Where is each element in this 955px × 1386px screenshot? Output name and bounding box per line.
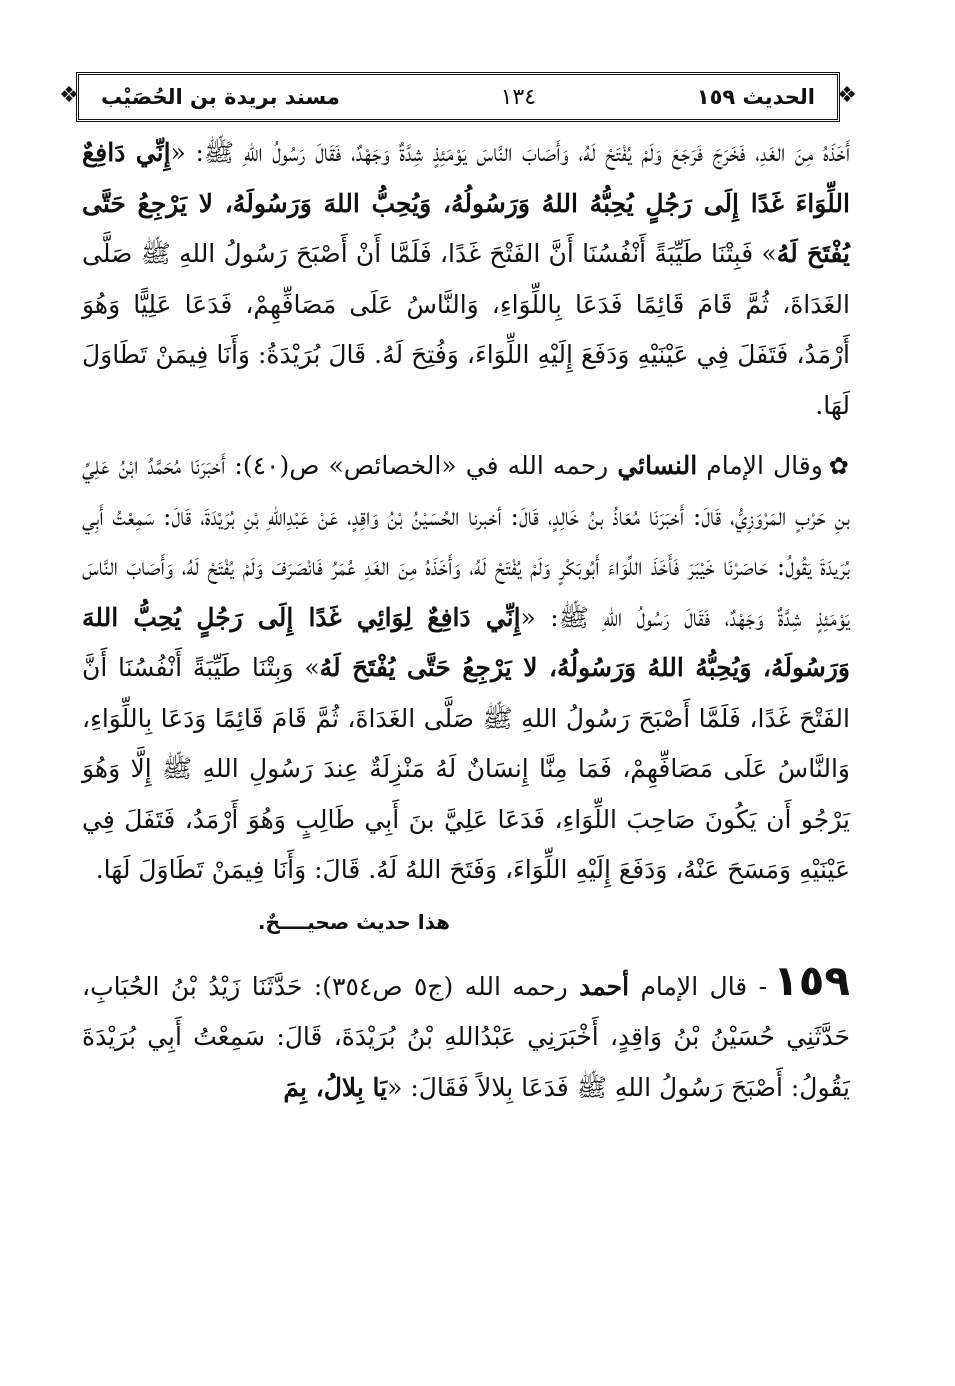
p2-quote: إِنِّي دَافِعٌ لِوَائِي غَدًا إِلَى رَجُلٍ يُحِبُّ اللهَ وَرَسُولَهُ، وَيُحِبُّهُ اللهُ وَرَسُولُهُ، لا يَرْجِعُ حَتَّى يُفْتَحَ لَهُ — [82, 602, 850, 682]
verdict-text: هذا حديث صحيــــحٌ. — [257, 909, 450, 934]
flower-icon: ✿ — [828, 452, 851, 480]
running-header — [59, 72, 857, 122]
p3-intro: - قال الإمام — [629, 971, 768, 1001]
p2-text: رحمه الله في «الخصائص» ص(٤٠): أَخبَرَنَا مُحَمَّدُ ابْنُ عَلِيِّ بنِ حَرْبٍ المَرْوَزِيُّ، قَالَ: أَخبَرَنَا مُعَاذُ بنُ خَالِدٍ، قَالَ: أخبرنا الحُسَيْنُ بْنُ وَاقِدٍ، عَنْ عَبْدِاللهِ بْنِ بُرَيْدَةَ، قَالَ: سَمِعْتُ أَبِي بُرَيدَةَ يَقُولُ: حَاصَرْنَا خَيْبَرَ فَأَخَذَ اللِّوَاءَ أَبُوبَكْرٍ وَلَمْ يُفْتَحْ لَهُ، وَأَخَذَهُ مِنَ الغَدِ عُمَرُ فَانْصَرَفَ وَلَمْ يُفْتَحْ لَهُ، وَأَصَابَ النَّاسَ يَوْمَئِذٍ شِدَّةٌ وَجَهْدٌ، فَقَالَ رَسُولُ اللهِ ﷺ: « — [82, 451, 850, 632]
book-title: مسند بريدة بن الحُصَيْب — [101, 85, 340, 109]
p3-quote: يَا بِلالُ، بِمَ — [283, 1072, 388, 1102]
p1-quote: إِنِّي دَافِعٌ اللِّوَاءَ غَدًا إِلَى رَجُلٍ يُحِبُّهُ اللهُ وَرَسُولُهُ، وَيُحِبُّ اللهَ وَرَسُولَهُ، لا يَرْجِعُ حَتَّى يُفْتَحَ لَهُ — [82, 138, 850, 268]
ornament-left-icon: ❖ — [59, 83, 79, 108]
p2-intro: وقال الإمام — [697, 451, 823, 480]
header-box — [76, 72, 840, 122]
p2-imam-name: النسائي — [617, 451, 698, 480]
hadith-label: الحديث ١٥٩ — [696, 85, 815, 109]
p1-tail: » فَبِتْنَا طَيِّبَةً أَنْفُسُنَا أَنَّ الفَتْحَ غَدًا، فَلَمَّا أَنْ أَصْبَحَ رَسُولُ اللهِ ﷺ صَلَّى الغَدَاةَ، ثُمَّ قَامَ قَائِمًا فَدَعَا بِاللِّوَاءِ، وَالنَّاسُ عَلَى مَصَافِّهِمْ، فَدَعَا عَلِيًّا وَهُوَ أَرْمَدُ، فَتَفَلَ فِي عَيْنَيْهِ وَدَفَعَ إِلَيْهِ اللِّوَاءَ، وَفُتِحَ لَهُ. قَالَ بُرَيْدَةُ: وَأَنَا فِيمَنْ تَطَاوَلَ لَهَا. — [82, 239, 850, 420]
p3-text: رحمه الله (ج٥ ص٣٥٤): حَدَّثَنَا زَيْدُ بْنُ الحُبَابِ، حَدَّثَنِي حُسَيْنُ بْنُ وَاقِدٍ، أَخْبَرَنِي عَبْدُاللهِ بْنُ بُرَيْدَةَ، قَالَ: سَمِعْتُ أَبِي بُرَيْدَةَ يَقُولُ: أَصْبَحَ رَسُولُ اللهِ ﷺ فَدَعَا بِلالاً فَقَالَ: « — [82, 971, 850, 1102]
ornament-right-icon: ❖ — [837, 83, 857, 108]
page-body — [82, 128, 850, 1113]
page-number: ١٣٤ — [500, 84, 537, 110]
paragraph-3 — [82, 956, 850, 1114]
p2-tail: » وَبِتْنَا طَيِّبَةً أَنْفُسُنَا أَنَّ الفَتْحَ غَدًا، فَلَمَّا أَصْبَحَ رَسُولُ اللهِ ﷺ صَلَّى الغَدَاةَ، ثُمَّ قَامَ قَائِمًا وَدَعَا بِاللِّوَاءِ، وَالنَّاسُ عَلَى مَصَافِّهِمْ، فَمَا مِنَّا إِنسَانٌ لَهُ مَنْزِلَةٌ عِندَ رَسُولِ اللهِ ﷺ إِلَّا وَهُوَ يَرْجُو أَن يَكُونَ صَاحِبَ اللِّوَاءِ، فَدَعَا عَلِيَّ بنَ أَبِي طَالِبٍ وَهُوَ أَرْمَدُ، فَتَفَلَ فِي عَيْنَيْهِ وَمَسَحَ عَنْهُ، وَدَفَعَ إِلَيْهِ اللِّوَاءَ، وَفَتَحَ اللهُ لَهُ. قَالَ: وَأَنَا فِيمَنْ تَطَاوَلَ لَهَا. — [82, 653, 850, 884]
p3-imam-name: أحمد — [579, 971, 630, 1001]
paragraph-2 — [82, 441, 850, 896]
hadith-number: ١٥٩ — [773, 955, 850, 1005]
verdict-line — [82, 902, 850, 942]
paragraph-1 — [82, 128, 850, 431]
p1-text: أَخَذَهُ مِنَ الغَدِ، فَخَرَجَ فَرَجَعَ وَلَمْ يُفْتَحْ لَهُ، وَأَصَابَ النَّاسَ يَوْمَئِذٍ شِدَّةٌ وَجَهْدٌ، فَقَالَ رَسُولُ اللهِ ﷺ: « — [170, 138, 851, 167]
